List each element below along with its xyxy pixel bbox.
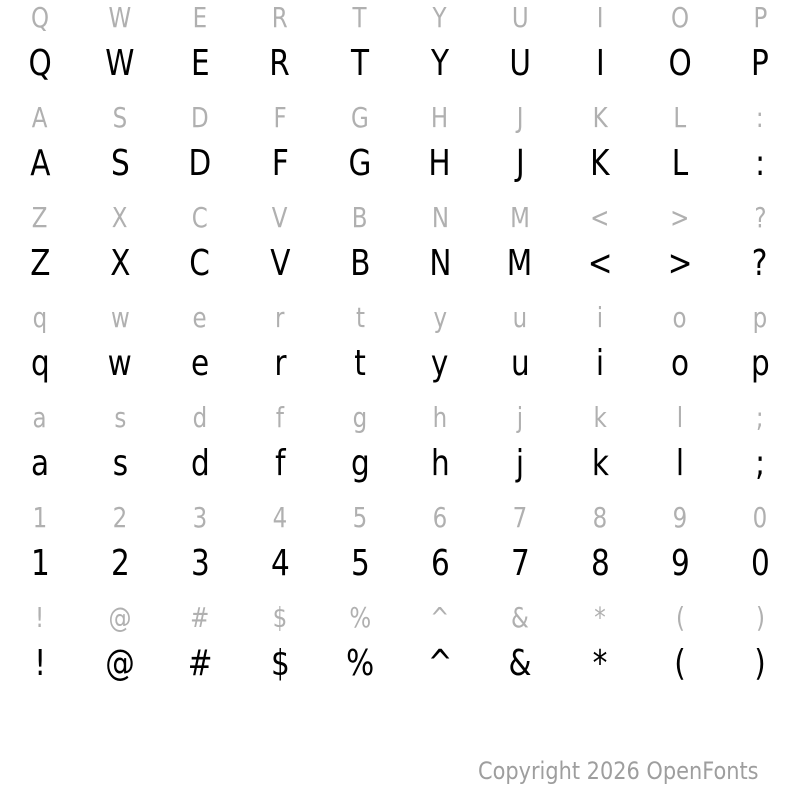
glyph: R — [272, 1, 288, 34]
glyph: Y — [430, 43, 450, 84]
glyph-cell — [0, 501, 80, 534]
glyph-cell — [560, 1, 640, 34]
glyph: q — [30, 343, 50, 384]
glyph: $ — [270, 643, 290, 684]
glyph-cell — [240, 601, 320, 634]
glyph-cell — [0, 43, 80, 84]
glyph-cell — [80, 43, 160, 84]
glyph: K — [590, 143, 610, 184]
specimen-row-5-primary — [0, 543, 800, 584]
glyph-cell — [160, 101, 240, 134]
glyph: < — [587, 243, 613, 284]
glyph: G — [351, 101, 369, 134]
glyph-cell — [480, 543, 560, 584]
glyph-cell — [80, 101, 160, 134]
glyph-cell — [240, 443, 320, 484]
glyph: O — [670, 1, 690, 34]
glyph: 1 — [30, 543, 50, 584]
glyph: ^ — [430, 601, 450, 634]
glyph-cell — [560, 401, 640, 434]
glyph-cell — [480, 301, 560, 334]
glyph-cell — [480, 443, 560, 484]
glyph-cell — [160, 601, 240, 634]
glyph: @ — [108, 601, 132, 634]
glyph: # — [190, 601, 210, 634]
glyph-cell — [640, 601, 720, 634]
glyph: H — [428, 143, 452, 184]
glyph: C — [189, 243, 211, 284]
glyph-cell — [640, 101, 720, 134]
glyph: ! — [34, 643, 46, 684]
glyph-cell — [240, 243, 320, 284]
glyph-cell — [640, 443, 720, 484]
glyph: 7 — [510, 543, 530, 584]
glyph-cell — [240, 101, 320, 134]
glyph: 5 — [350, 543, 370, 584]
glyph: % — [349, 601, 371, 634]
glyph-cell — [240, 501, 320, 534]
glyph: W — [108, 1, 132, 34]
glyph-cell — [400, 43, 480, 84]
specimen-row-1-muted — [0, 101, 800, 134]
glyph: 5 — [352, 501, 368, 534]
glyph: Q — [30, 1, 50, 34]
glyph-cell — [720, 443, 800, 484]
glyph-cell — [320, 301, 400, 334]
glyph: r — [273, 343, 287, 384]
glyph: T — [350, 43, 370, 84]
glyph: Z — [32, 201, 48, 234]
specimen-row-6-primary — [0, 643, 800, 684]
specimen-row-0-primary — [0, 43, 800, 84]
glyph-cell — [320, 643, 400, 684]
glyph: M — [510, 201, 530, 234]
glyph-cell — [480, 43, 560, 84]
glyph: 9 — [672, 501, 688, 534]
glyph-cell — [560, 201, 640, 234]
glyph: p — [750, 343, 770, 384]
glyph: s — [114, 401, 126, 434]
glyph-cell — [80, 301, 160, 334]
glyph-cell — [560, 101, 640, 134]
glyph-cell — [560, 601, 640, 634]
glyph-cell — [720, 401, 800, 434]
glyph: $ — [272, 601, 288, 634]
glyph: & — [511, 601, 529, 634]
glyph: W — [105, 43, 135, 84]
glyph-cell — [560, 143, 640, 184]
glyph: l — [676, 401, 684, 434]
glyph-cell — [400, 101, 480, 134]
glyph: k — [593, 401, 607, 434]
glyph: S — [112, 101, 128, 134]
specimen-row-4-primary — [0, 443, 800, 484]
glyph-cell — [560, 43, 640, 84]
glyph-cell — [80, 543, 160, 584]
glyph: y — [433, 301, 447, 334]
glyph-cell — [160, 243, 240, 284]
glyph-cell — [720, 43, 800, 84]
glyph: 8 — [590, 543, 610, 584]
glyph-cell — [560, 301, 640, 334]
glyph: N — [431, 201, 449, 234]
glyph: X — [112, 201, 128, 234]
glyph: j — [515, 443, 525, 484]
glyph: 0 — [752, 501, 768, 534]
glyph-cell — [400, 401, 480, 434]
glyph-cell — [720, 501, 800, 534]
glyph-cell — [320, 543, 400, 584]
glyph-cell — [640, 301, 720, 334]
glyph-cell — [640, 43, 720, 84]
glyph: ) — [755, 601, 765, 634]
glyph-cell — [240, 43, 320, 84]
glyph-cell — [720, 201, 800, 234]
glyph-cell — [720, 243, 800, 284]
glyph-cell — [560, 501, 640, 534]
glyph-cell — [160, 301, 240, 334]
glyph-cell — [400, 643, 480, 684]
glyph-cell — [400, 201, 480, 234]
glyph: A — [32, 101, 48, 134]
glyph-cell — [160, 401, 240, 434]
glyph: w — [110, 301, 130, 334]
glyph-cell — [160, 443, 240, 484]
glyph-cell — [640, 201, 720, 234]
glyph: u — [512, 301, 528, 334]
glyph-cell — [240, 301, 320, 334]
glyph-cell — [400, 243, 480, 284]
glyph: > — [667, 243, 693, 284]
glyph-cell — [720, 301, 800, 334]
glyph-cell — [0, 201, 80, 234]
glyph: ( — [674, 643, 686, 684]
glyph: Y — [432, 1, 448, 34]
glyph-cell — [720, 101, 800, 134]
glyph: ! — [35, 601, 45, 634]
glyph: ( — [675, 601, 685, 634]
glyph-cell — [240, 543, 320, 584]
glyph: i — [595, 343, 605, 384]
glyph: U — [511, 1, 529, 34]
glyph: S — [110, 143, 130, 184]
specimen-row-0-muted — [0, 1, 800, 34]
glyph-cell — [0, 243, 80, 284]
glyph: H — [431, 101, 449, 134]
glyph-cell — [480, 243, 560, 284]
glyph: j — [516, 401, 524, 434]
glyph: g — [350, 443, 370, 484]
glyph-cell — [320, 201, 400, 234]
glyph-cell — [640, 243, 720, 284]
glyph-cell — [320, 1, 400, 34]
glyph: e — [190, 343, 210, 384]
glyph-cell — [0, 643, 80, 684]
glyph: X — [109, 243, 131, 284]
glyph: C — [191, 201, 209, 234]
glyph: 3 — [192, 501, 208, 534]
copyright-text: Copyright 2026 OpenFonts — [478, 757, 759, 785]
glyph-cell — [320, 143, 400, 184]
glyph-cell — [720, 601, 800, 634]
glyph: ? — [752, 243, 768, 284]
glyph: r — [275, 301, 285, 334]
glyph-cell — [480, 1, 560, 34]
glyph: 1 — [32, 501, 48, 534]
specimen-row-6-muted — [0, 601, 800, 634]
glyph-cell — [160, 343, 240, 384]
glyph-cell — [80, 343, 160, 384]
glyph-cell — [480, 501, 560, 534]
glyph-cell — [480, 643, 560, 684]
glyph-cell — [160, 43, 240, 84]
glyph-cell — [0, 101, 80, 134]
glyph-cell — [400, 501, 480, 534]
glyph-cell — [640, 501, 720, 534]
glyph: B — [352, 201, 368, 234]
glyph: O — [668, 43, 692, 84]
glyph-cell — [640, 1, 720, 34]
glyph-cell — [400, 1, 480, 34]
glyph: # — [187, 643, 213, 684]
glyph-cell — [560, 243, 640, 284]
glyph: : — [755, 143, 765, 184]
glyph: ) — [754, 643, 766, 684]
glyph: & — [508, 643, 532, 684]
glyph-cell — [400, 601, 480, 634]
glyph: t — [355, 301, 365, 334]
glyph-cell — [640, 343, 720, 384]
glyph: D — [188, 143, 212, 184]
glyph: B — [349, 243, 371, 284]
glyph: i — [596, 301, 604, 334]
glyph-cell — [0, 601, 80, 634]
glyph: P — [751, 43, 769, 84]
glyph: o — [670, 343, 690, 384]
glyph-cell — [80, 401, 160, 434]
glyph-cell — [560, 643, 640, 684]
glyph-cell — [0, 443, 80, 484]
glyph: < — [590, 201, 610, 234]
glyph-cell — [480, 201, 560, 234]
glyph-cell — [160, 143, 240, 184]
glyph-cell — [320, 101, 400, 134]
glyph: U — [509, 43, 531, 84]
glyph-cell — [560, 343, 640, 384]
glyph: G — [348, 143, 372, 184]
glyph: E — [190, 43, 210, 84]
glyph: d — [192, 401, 208, 434]
glyph: @ — [105, 643, 135, 684]
glyph-cell — [640, 401, 720, 434]
glyph: F — [273, 101, 287, 134]
glyph: e — [192, 301, 208, 334]
glyph-cell — [0, 301, 80, 334]
glyph-cell — [720, 643, 800, 684]
glyph: y — [431, 343, 449, 384]
glyph: J — [515, 143, 525, 184]
glyph-cell — [400, 143, 480, 184]
glyph: a — [32, 401, 48, 434]
glyph-cell — [400, 343, 480, 384]
specimen-row-1-primary — [0, 143, 800, 184]
glyph-cell — [80, 643, 160, 684]
glyph: T — [352, 1, 368, 34]
specimen-row-3-primary — [0, 343, 800, 384]
specimen-row-4-muted — [0, 401, 800, 434]
glyph-cell — [160, 1, 240, 34]
glyph: E — [192, 1, 208, 34]
glyph-cell — [320, 601, 400, 634]
glyph-cell — [80, 601, 160, 634]
glyph: 6 — [430, 543, 450, 584]
glyph-cell — [720, 1, 800, 34]
glyph: g — [352, 401, 368, 434]
glyph-cell — [80, 201, 160, 234]
glyph-cell — [0, 143, 80, 184]
glyph-cell — [80, 143, 160, 184]
glyph: 4 — [270, 543, 290, 584]
glyph-cell — [80, 501, 160, 534]
glyph: M — [507, 243, 533, 284]
glyph: a — [30, 443, 50, 484]
glyph: V — [272, 201, 288, 234]
glyph: I — [596, 1, 604, 34]
glyph: h — [430, 443, 450, 484]
glyph: K — [592, 101, 608, 134]
specimen-row-5-muted — [0, 501, 800, 534]
glyph-cell — [320, 343, 400, 384]
glyph: * — [592, 643, 608, 684]
glyph: f — [275, 401, 285, 434]
glyph: N — [428, 243, 452, 284]
glyph: p — [752, 301, 768, 334]
glyph-cell — [240, 401, 320, 434]
glyph-cell — [320, 443, 400, 484]
glyph: q — [32, 301, 48, 334]
glyph: R — [269, 43, 291, 84]
glyph: 7 — [512, 501, 528, 534]
glyph-cell — [240, 1, 320, 34]
glyph-cell — [400, 301, 480, 334]
glyph-cell — [640, 543, 720, 584]
glyph-cell — [560, 543, 640, 584]
glyph: * — [594, 601, 606, 634]
glyph: ? — [753, 201, 767, 234]
glyph: L — [671, 143, 689, 184]
glyph-cell — [480, 401, 560, 434]
glyph: 3 — [190, 543, 210, 584]
glyph-cell — [480, 601, 560, 634]
glyph: I — [595, 43, 605, 84]
glyph-cell — [480, 101, 560, 134]
glyph: d — [190, 443, 210, 484]
glyph: h — [432, 401, 448, 434]
glyph: 0 — [750, 543, 770, 584]
glyph-cell — [720, 343, 800, 384]
glyph: D — [191, 101, 209, 134]
glyph: ; — [756, 401, 764, 434]
glyph-cell — [320, 401, 400, 434]
glyph-cell — [160, 543, 240, 584]
glyph: V — [269, 243, 291, 284]
glyph: w — [107, 343, 133, 384]
glyph-cell — [320, 501, 400, 534]
glyph-cell — [640, 143, 720, 184]
glyph-cell — [0, 543, 80, 584]
glyph: : — [756, 101, 764, 134]
glyph: l — [675, 443, 685, 484]
glyph: 6 — [432, 501, 448, 534]
glyph-cell — [480, 143, 560, 184]
glyph-cell — [0, 343, 80, 384]
glyph: f — [274, 443, 286, 484]
glyph: F — [271, 143, 289, 184]
glyph: 2 — [112, 501, 128, 534]
glyph: % — [345, 643, 375, 684]
glyph-cell — [240, 343, 320, 384]
glyph: 9 — [670, 543, 690, 584]
glyph: Q — [28, 43, 52, 84]
specimen-row-3-muted — [0, 301, 800, 334]
glyph-cell — [320, 43, 400, 84]
glyph-cell — [240, 201, 320, 234]
glyph-cell — [160, 201, 240, 234]
specimen-row-2-muted — [0, 201, 800, 234]
glyph-cell — [400, 543, 480, 584]
glyph: > — [670, 201, 690, 234]
glyph-cell — [720, 143, 800, 184]
glyph: s — [112, 443, 128, 484]
glyph: k — [591, 443, 609, 484]
glyph-cell — [240, 143, 320, 184]
glyph: 8 — [592, 501, 608, 534]
glyph-cell — [80, 443, 160, 484]
glyph-cell — [80, 243, 160, 284]
glyph: A — [29, 143, 51, 184]
glyph-cell — [720, 543, 800, 584]
glyph: P — [753, 1, 767, 34]
glyph: u — [510, 343, 530, 384]
glyph: ; — [755, 443, 765, 484]
glyph-cell — [80, 1, 160, 34]
glyph: ^ — [427, 643, 453, 684]
glyph-cell — [240, 643, 320, 684]
glyph: Z — [29, 243, 51, 284]
glyph-cell — [0, 401, 80, 434]
glyph-cell — [0, 1, 80, 34]
glyph: J — [516, 101, 524, 134]
glyph: o — [672, 301, 688, 334]
glyph-cell — [640, 643, 720, 684]
glyph-cell — [320, 243, 400, 284]
specimen-row-2-primary — [0, 243, 800, 284]
glyph-cell — [560, 443, 640, 484]
glyph: 4 — [272, 501, 288, 534]
glyph-cell — [400, 443, 480, 484]
glyph: 2 — [110, 543, 130, 584]
glyph-cell — [480, 343, 560, 384]
glyph-cell — [160, 501, 240, 534]
glyph: L — [673, 101, 687, 134]
glyph: t — [354, 343, 366, 384]
glyph-cell — [160, 643, 240, 684]
